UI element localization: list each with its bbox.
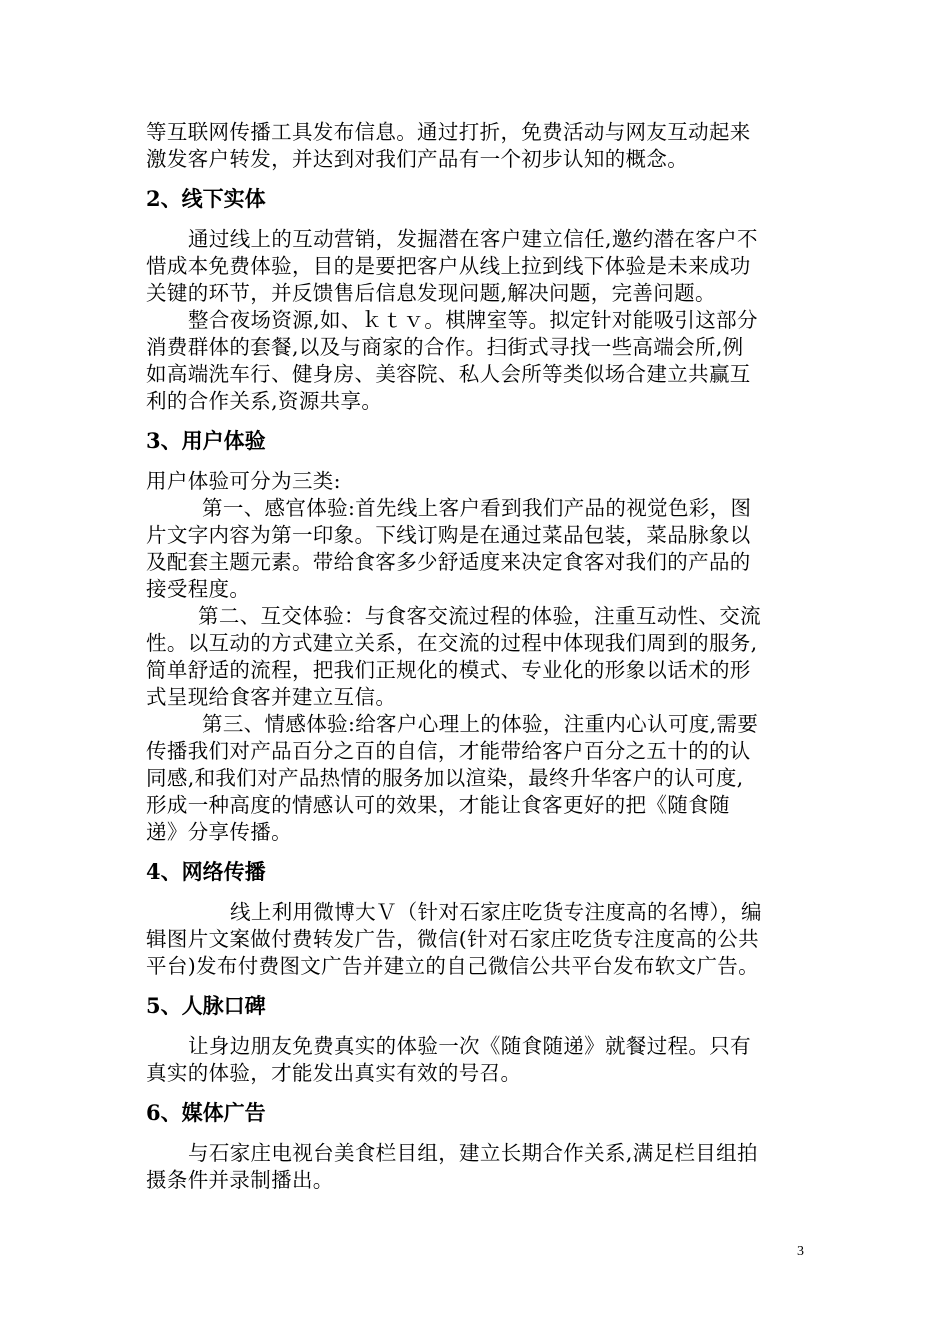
paragraph-line: 接受程度。 bbox=[146, 577, 251, 601]
paragraph-line: 及配套主题元素。带给食客多少舒适度来决定食客对我们的产品的 bbox=[146, 550, 751, 574]
paragraph-line: 让身边朋友免费真实的体验一次《随食随递》就餐过程。只有 bbox=[188, 1034, 751, 1058]
section-heading-offline: 2、线下实体 bbox=[146, 186, 266, 211]
section-heading-word-of-mouth: 5、人脉口碑 bbox=[146, 993, 266, 1018]
paragraph-line: 利的合作关系,资源共享。 bbox=[146, 389, 383, 413]
paragraph-line: 第二、互交体验：与食客交流过程的体验，注重互动性、交流 bbox=[198, 604, 761, 628]
paragraph-line: 如高端洗车行、健身房、美容院、私人会所等类似场合建立共赢互 bbox=[146, 362, 751, 386]
paragraph-line: 线上利用微博大Ｖ（针对石家庄吃货专注度高的名博），编 bbox=[230, 900, 762, 924]
paragraph-line: 第一、感官体验:首先线上客户看到我们产品的视觉色彩，图 bbox=[202, 496, 752, 520]
paragraph-line: 简单舒适的流程，把我们正规化的模式、专业化的形象以话术的形 bbox=[146, 658, 751, 682]
section-heading-network: 4、网络传播 bbox=[146, 859, 266, 884]
paragraph-line: 辑图片文案做付费转发广告，微信(针对石家庄吃货专注度高的公共 bbox=[146, 927, 759, 951]
paragraph-line: 消费群体的套餐,以及与商家的合作。扫街式寻找一些高端会所,例 bbox=[146, 335, 744, 359]
section-heading-user-experience: 3、用户体验 bbox=[146, 428, 266, 453]
paragraph-line: 式呈现给食客并建立互信。 bbox=[146, 685, 397, 709]
page-content bbox=[146, 119, 816, 1194]
page-number: 3 bbox=[797, 1244, 804, 1259]
paragraph-line: 惜成本免费体验，目的是要把客户从线上拉到线下体验是未来成功 bbox=[146, 254, 751, 278]
section-lead: 用户体验可分为三类: bbox=[146, 469, 341, 493]
paragraph-line: 与石家庄电视台美食栏目组，建立长期合作关系,满足栏目组拍 bbox=[188, 1141, 758, 1165]
paragraph-line: 片文字内容为第一印象。下线订购是在通过菜品包装，菜品脉象以 bbox=[146, 523, 751, 547]
paragraph-line: 传播我们对产品百分之百的自信，才能带给客户百分之五十的的认 bbox=[146, 739, 751, 763]
paragraph-line: 递》分享传播。 bbox=[146, 820, 292, 844]
paragraph-line: 形成一种高度的情感认可的效果，才能让食客更好的把《随食随 bbox=[146, 793, 730, 817]
intro-line: 激发客户转发，并达到对我们产品有一个初步认知的概念。 bbox=[146, 147, 689, 171]
paragraph-line: 同感,和我们对产品热情的服务加以渲染，最终升华客户的认可度, bbox=[146, 766, 744, 790]
paragraph-line: 整合夜场资源,如、ｋｔｖ。棋牌室等。拟定针对能吸引这部分 bbox=[188, 308, 758, 332]
paragraph-line: 真实的体验，才能发出真实有效的号召。 bbox=[146, 1061, 522, 1085]
paragraph-line: 关键的环节，并反馈售后信息发现问题,解决问题，完善问题。 bbox=[146, 281, 716, 305]
paragraph-line: 通过线上的互动营销，发掘潜在客户建立信任,邀约潜在客户不 bbox=[188, 227, 758, 251]
paragraph-line: 第三、情感体验:给客户心理上的体验，注重内心认可度,需要 bbox=[202, 712, 759, 736]
intro-line: 等互联网传播工具发布信息。通过打折，免费活动与网友互动起来 bbox=[146, 120, 751, 144]
paragraph-line: 平台)发布付费图文广告并建立的自己微信公共平台发布软文广告。 bbox=[146, 954, 759, 978]
section-heading-media: 6、媒体广告 bbox=[146, 1100, 266, 1125]
paragraph-line: 性。以互动的方式建立关系，在交流的过程中体现我们周到的服务, bbox=[146, 631, 758, 655]
paragraph-line: 摄条件并录制播出。 bbox=[146, 1168, 334, 1192]
